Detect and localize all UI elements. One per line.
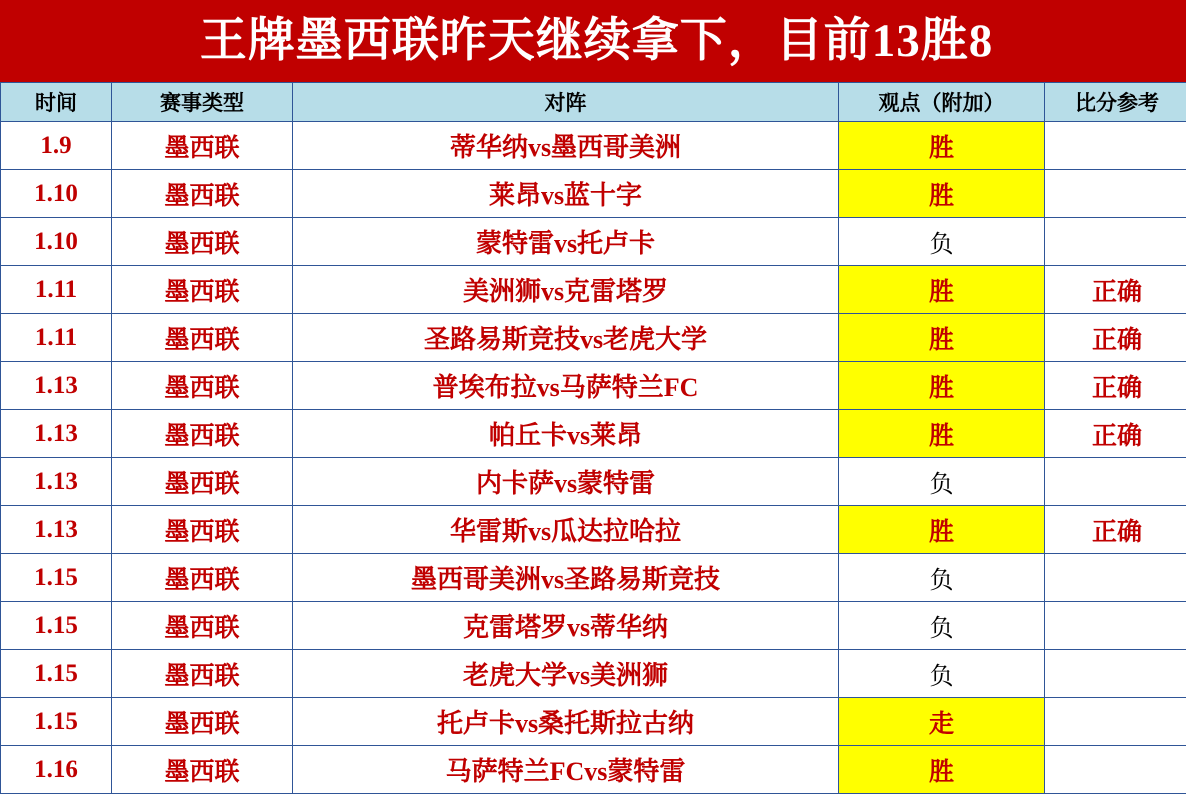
cell-match: 莱昂vs蓝十字 xyxy=(293,170,839,218)
cell-time: 1.13 xyxy=(1,362,112,410)
table-row xyxy=(1,410,1186,458)
cell-score xyxy=(1045,458,1186,506)
cell-time: 1.15 xyxy=(1,602,112,650)
cell-view: 负 xyxy=(839,650,1045,698)
cell-league: 墨西联 xyxy=(112,266,293,314)
cell-match: 托卢卡vs桑托斯拉古纳 xyxy=(293,698,839,746)
cell-score xyxy=(1045,602,1186,650)
table-row xyxy=(1,122,1186,170)
cell-match: 普埃布拉vs马萨特兰FC xyxy=(293,362,839,410)
cell-league: 墨西联 xyxy=(112,506,293,554)
cell-league: 墨西联 xyxy=(112,554,293,602)
cell-view: 负 xyxy=(839,602,1045,650)
cell-match: 内卡萨vs蒙特雷 xyxy=(293,458,839,506)
cell-score xyxy=(1045,554,1186,602)
cell-time: 1.15 xyxy=(1,554,112,602)
cell-view: 胜 xyxy=(839,362,1045,410)
cell-match: 美洲狮vs克雷塔罗 xyxy=(293,266,839,314)
table-row xyxy=(1,554,1186,602)
cell-time: 1.10 xyxy=(1,218,112,266)
cell-league: 墨西联 xyxy=(112,458,293,506)
cell-match: 克雷塔罗vs蒂华纳 xyxy=(293,602,839,650)
cell-score xyxy=(1045,122,1186,170)
table-row xyxy=(1,458,1186,506)
cell-time: 1.13 xyxy=(1,410,112,458)
cell-score: 正确 xyxy=(1045,362,1186,410)
table-body xyxy=(1,122,1186,794)
cell-match: 马萨特兰FCvs蒙特雷 xyxy=(293,746,839,794)
cell-score xyxy=(1045,218,1186,266)
header-row xyxy=(1,83,1186,122)
cell-league: 墨西联 xyxy=(112,122,293,170)
cell-score xyxy=(1045,746,1186,794)
cell-league: 墨西联 xyxy=(112,698,293,746)
cell-league: 墨西联 xyxy=(112,170,293,218)
cell-league: 墨西联 xyxy=(112,746,293,794)
cell-match: 华雷斯vs瓜达拉哈拉 xyxy=(293,506,839,554)
cell-view: 胜 xyxy=(839,410,1045,458)
predictions-table xyxy=(0,82,1186,794)
cell-time: 1.13 xyxy=(1,458,112,506)
cell-time: 1.15 xyxy=(1,698,112,746)
cell-score xyxy=(1045,650,1186,698)
table-row xyxy=(1,650,1186,698)
cell-view: 走 xyxy=(839,698,1045,746)
table-row xyxy=(1,698,1186,746)
cell-time: 1.11 xyxy=(1,266,112,314)
cell-match: 圣路易斯竞技vs老虎大学 xyxy=(293,314,839,362)
cell-time: 1.15 xyxy=(1,650,112,698)
cell-time: 1.16 xyxy=(1,746,112,794)
cell-score: 正确 xyxy=(1045,314,1186,362)
cell-view: 负 xyxy=(839,554,1045,602)
cell-view: 胜 xyxy=(839,746,1045,794)
table-header xyxy=(1,83,1186,122)
table-row xyxy=(1,746,1186,794)
cell-view: 胜 xyxy=(839,506,1045,554)
cell-match: 墨西哥美洲vs圣路易斯竞技 xyxy=(293,554,839,602)
cell-league: 墨西联 xyxy=(112,650,293,698)
cell-view: 胜 xyxy=(839,266,1045,314)
cell-score: 正确 xyxy=(1045,266,1186,314)
cell-league: 墨西联 xyxy=(112,314,293,362)
cell-time: 1.13 xyxy=(1,506,112,554)
column-header-match: 对阵 xyxy=(293,83,839,122)
cell-view: 负 xyxy=(839,458,1045,506)
cell-score: 正确 xyxy=(1045,410,1186,458)
column-header-time: 时间 xyxy=(1,83,112,122)
table-row xyxy=(1,602,1186,650)
cell-view: 胜 xyxy=(839,122,1045,170)
table-row xyxy=(1,362,1186,410)
cell-league: 墨西联 xyxy=(112,362,293,410)
table-row xyxy=(1,170,1186,218)
cell-match: 帕丘卡vs莱昂 xyxy=(293,410,839,458)
cell-view: 胜 xyxy=(839,170,1045,218)
cell-time: 1.10 xyxy=(1,170,112,218)
cell-league: 墨西联 xyxy=(112,410,293,458)
column-header-league: 赛事类型 xyxy=(112,83,293,122)
table-row xyxy=(1,506,1186,554)
cell-time: 1.9 xyxy=(1,122,112,170)
cell-league: 墨西联 xyxy=(112,602,293,650)
cell-match: 老虎大学vs美洲狮 xyxy=(293,650,839,698)
table-row xyxy=(1,266,1186,314)
cell-match: 蒙特雷vs托卢卡 xyxy=(293,218,839,266)
cell-time: 1.11 xyxy=(1,314,112,362)
cell-match: 蒂华纳vs墨西哥美洲 xyxy=(293,122,839,170)
cell-score: 正确 xyxy=(1045,506,1186,554)
column-header-view: 观点（附加） xyxy=(839,83,1045,122)
banner-title: 王牌墨西联昨天继续拿下，目前13胜8 xyxy=(200,18,994,65)
cell-score xyxy=(1045,170,1186,218)
cell-score xyxy=(1045,698,1186,746)
column-header-score: 比分参考 xyxy=(1045,83,1186,122)
cell-view: 胜 xyxy=(839,314,1045,362)
banner xyxy=(0,0,1186,82)
table-row xyxy=(1,314,1186,362)
table-row xyxy=(1,218,1186,266)
cell-view: 负 xyxy=(839,218,1045,266)
cell-league: 墨西联 xyxy=(112,218,293,266)
